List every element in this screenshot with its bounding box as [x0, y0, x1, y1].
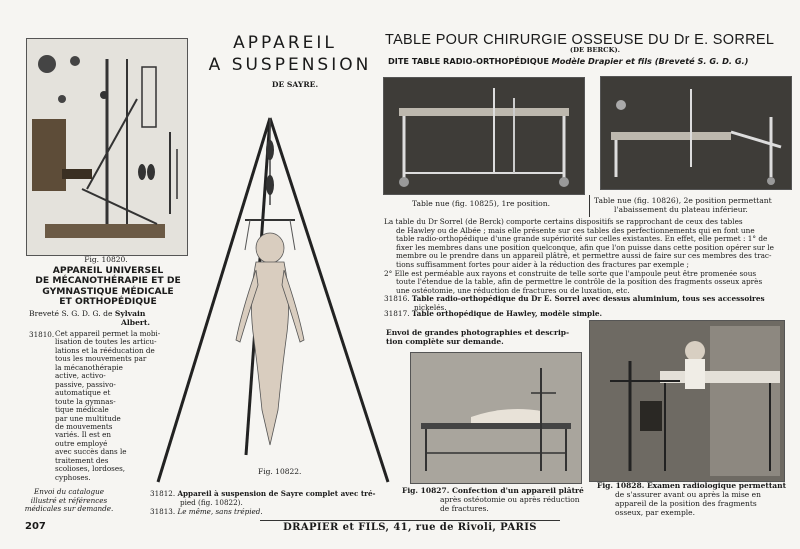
- desc-line: tique médicale: [55, 405, 109, 415]
- right-envoi-line1: Envoi de grandes photographies et descrip-: [386, 328, 570, 337]
- sorrel-description: [384, 218, 796, 295]
- item-31817-number: 31817.: [384, 309, 410, 318]
- item-31816-text: Table radio-orthopédique du Dr E. Sorrel avec dessus aluminium, tous ses accessoires: [411, 294, 765, 303]
- caption-divider: [589, 195, 590, 217]
- desc-line: cyphoses.: [55, 472, 91, 482]
- brevet-text: Breveté S. G. D. G. de: [29, 309, 113, 318]
- photo-fig-10827: [410, 352, 582, 484]
- body-line: membre ou le prendre dans un appareil plâtré, et permettre aussi de faire sur ces membres des trac-: [396, 251, 772, 261]
- middle-subtitle: DE SAYRE.: [271, 80, 319, 89]
- fig-10827-caption: [402, 486, 592, 513]
- body-line: table radio-orthopédique d'une grande supériorité sur celles existantes. En effet, elle permet : 1° de: [396, 234, 768, 244]
- photo-fig-10828: [589, 320, 785, 482]
- envoi-line: Envoi du catalogue: [34, 487, 104, 496]
- item-31813: [150, 508, 380, 517]
- desc-line: lisation de toutes les articu-: [55, 337, 157, 347]
- caption-10826-line2: l'abaissement du plateau inférieur.: [614, 204, 748, 214]
- fig-10827-illustration: [411, 353, 581, 483]
- fig-10827-line2: après ostéotomie ou après réduction: [440, 495, 580, 504]
- item-31816-text2: nickelés.: [414, 302, 447, 312]
- desc-line: toute la gymnas-: [55, 396, 116, 406]
- body-line: 2° Elle est perméable aux rayons et construite de telle sorte que l'ampoule peut être promenée sous: [384, 268, 757, 278]
- right-title: TABLE POUR CHIRURGIE OSSEUSE DU Dr E. SORREL: [385, 32, 775, 48]
- table-10825-illustration: [384, 78, 584, 194]
- fig-10827-line1: Fig. 10827. Confection d'un appareil plâtré: [402, 486, 584, 495]
- desc-line: scolioses, lordoses,: [55, 464, 126, 474]
- body-line: de Hawley ou de Albée ; mais elle présente sur ces tables des perfectionnements qui en font une: [396, 225, 755, 235]
- left-title-line: DE MÉCANOTHÉRAPIE ET DE: [35, 275, 181, 287]
- item-31812-text: Appareil à suspension de Sayre complet avec tré-: [177, 489, 376, 498]
- photo-table-10825: [383, 77, 585, 195]
- caption-10826-line1: Table nue (fig. 10826), 2e position permettant: [594, 196, 772, 205]
- fig-10820-caption: Fig. 10820.: [84, 255, 128, 264]
- desc-line: traitement des: [55, 455, 109, 465]
- desc-line: la mécanothérapie: [55, 362, 123, 372]
- fig-10828-line4: osseux, par exemple.: [615, 508, 695, 517]
- body-line: tions suffisamment fortes pour aider à la réduction des fractures par exemple ;: [396, 259, 689, 269]
- fig-10828-line2: de s'assurer avant ou après la mise en: [615, 490, 761, 499]
- footer-rule: [260, 520, 560, 521]
- envoi-line: médicales sur demande.: [24, 504, 114, 513]
- item-31813-number: 31813.: [150, 507, 176, 516]
- fig-10822-caption: Fig. 10822.: [258, 467, 302, 476]
- desc-line: outre employé: [55, 438, 108, 448]
- item-31812-text2: pied (fig. 10822).: [180, 497, 243, 507]
- footer-address: DRAPIER et FILS, 41, rue de Rivoli, PARIS: [283, 522, 537, 533]
- body-line: fixer les membres dans une position quelconque, afin que l'on puisse dans cette position opérer sur le: [396, 242, 774, 252]
- caption-10825: Table nue (fig. 10825), 1re position.: [412, 199, 551, 208]
- item-31816-number: 31816.: [384, 294, 410, 303]
- item-31810-number: 31810.: [29, 330, 55, 339]
- body-line: La table du Dr Sorrel (de Berck) comporte certains dispositifs se rapprochant de ceux des tables: [384, 217, 743, 226]
- brevet-name-2: Albert.: [121, 318, 151, 327]
- photo-table-10826: [600, 76, 792, 190]
- right-envoi: [386, 328, 586, 346]
- fig-10828-illustration: [590, 321, 784, 481]
- table-10826-illustration: [601, 77, 791, 189]
- brevet-name: Sylvain: [114, 309, 146, 318]
- item-31812-number: 31812.: [150, 489, 176, 498]
- desc-line: automatique et: [55, 388, 111, 398]
- caption-10826: [594, 197, 794, 214]
- desc-line: tous les mouvements par: [55, 354, 147, 364]
- item-31812: [150, 490, 380, 508]
- desc-line: Cet appareil permet la mobi-: [55, 329, 161, 338]
- page-number: 207: [25, 521, 46, 532]
- item-31817-text: Table orthopédique de Hawley, modèle simple.: [411, 309, 603, 318]
- item-31817: [384, 310, 624, 319]
- desc-line: lations et la rééducation de: [55, 345, 155, 355]
- body-line: une ostéotomie, une réduction de fractures ou de luxation, etc.: [396, 285, 630, 295]
- desc-line: par une multitude: [55, 413, 121, 423]
- desc-line: variés. Il est en: [55, 430, 112, 440]
- right-subtitle: [388, 56, 798, 66]
- fig-10828-line1: Fig. 10828. Examen radiologique permettant: [597, 481, 787, 490]
- fig-10828-caption: [597, 481, 797, 517]
- left-title-line: ET ORTHOPÉDIQUE: [59, 296, 157, 308]
- right-envoi-line2: tion complète sur demande.: [386, 337, 504, 346]
- fig-10828-line3: appareil de la position des fragments: [615, 499, 757, 508]
- desc-line: de mouvements: [55, 421, 113, 431]
- item-31813-text: Le même, sans trépied.: [177, 507, 263, 516]
- desc-line: avec succès dans le: [55, 447, 127, 457]
- fig-10827-line3: de fractures.: [440, 504, 489, 513]
- body-line: toute l'étendue de la table, afin de permettre le contrôle de la position des fragments osseux après: [396, 277, 763, 287]
- subtitle-main: DITE TABLE RADIO-ORTHOPÉDIQUE: [388, 56, 549, 66]
- desc-line: passive, passivo-: [55, 379, 116, 389]
- desc-line: active, activo-: [55, 371, 106, 381]
- left-envoi: [14, 488, 124, 514]
- middle-title-line2: A SUSPENSION: [208, 55, 372, 75]
- left-title-line: APPAREIL UNIVERSEL: [52, 265, 164, 276]
- middle-title-line1: APPAREIL: [233, 33, 337, 53]
- envoi-line: illustré et références: [30, 495, 108, 505]
- sayre-tripod-illustration: [150, 110, 395, 490]
- subtitle-maker: Modèle Drapier et fils (Breveté S. G. D. G.): [551, 56, 749, 66]
- right-title-sub: (DE BERCK).: [569, 46, 621, 54]
- left-title-line: GYMNASTIQUE MÉDICALE: [42, 285, 174, 297]
